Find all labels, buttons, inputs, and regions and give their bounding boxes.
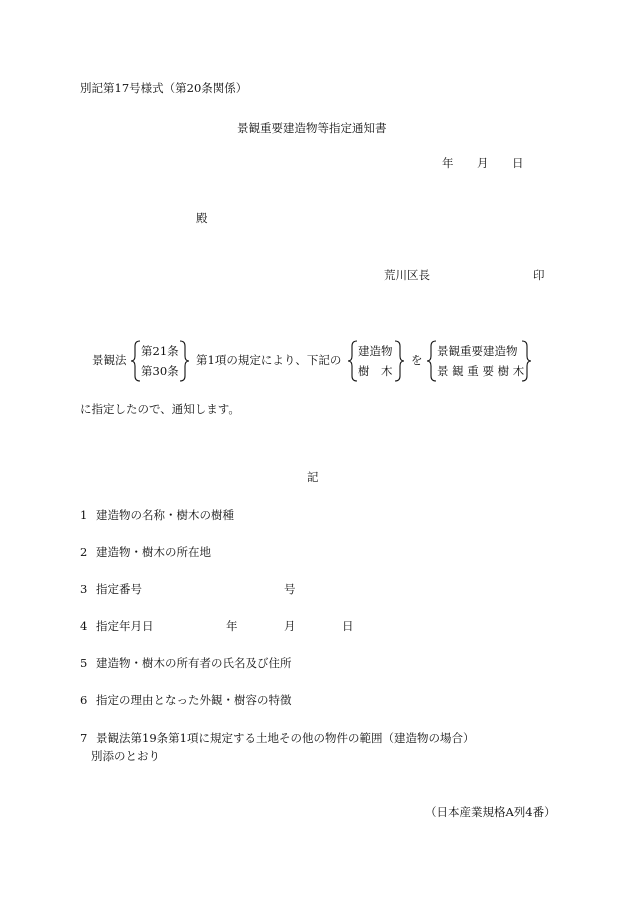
article-options: [141, 341, 179, 381]
item-text: 建造物・樹木の所有者の氏名及び住所: [96, 656, 292, 670]
date-month-label: 月: [477, 156, 489, 170]
addressee-honorific: 殿: [196, 211, 208, 225]
date-day-label: 日: [512, 156, 524, 170]
right-brace-icon: [393, 340, 405, 382]
designation-month-label: 月: [284, 619, 296, 633]
item-number: 7: [80, 731, 88, 745]
issuer-name: 荒川区長: [384, 268, 430, 282]
item-number: 2: [80, 545, 88, 559]
designation-options: [437, 341, 524, 381]
designation-option-building: 景観重要建造物: [437, 344, 518, 358]
item-text: 建造物・樹木の所在地: [96, 545, 211, 559]
item-text: 建造物の名称・樹木の樹種: [96, 508, 234, 522]
item-text: 指定番号: [96, 582, 142, 596]
designation-number-suffix: 号: [284, 582, 296, 596]
article-option-30: 第30条: [141, 364, 179, 378]
item-number: 6: [80, 693, 88, 707]
particle-wo: を: [411, 353, 423, 367]
object-options: [358, 341, 393, 381]
right-brace-icon: [178, 340, 190, 382]
right-brace-icon: [520, 340, 532, 382]
designation-option-tree: 景 観 重 要 樹 木: [437, 364, 525, 378]
item-text: 景観法第19条第1項に規定する土地その他の物件の範囲（建造物の場合）: [96, 731, 475, 745]
law-name: 景観法: [92, 353, 127, 367]
item-text: 指定年月日: [96, 619, 154, 633]
object-option-tree: 樹 木: [358, 364, 393, 378]
clause-text: 第1項の規定により、下記の: [196, 353, 342, 367]
designation-year-label: 年: [226, 619, 238, 633]
notice-continuation: に指定したので、通知します。: [80, 402, 240, 416]
form-number: 別記第17号様式（第20条関係）: [80, 81, 248, 95]
ki-heading: 記: [307, 470, 319, 484]
item-number: 5: [80, 656, 88, 670]
object-option-building: 建造物: [358, 344, 393, 358]
item-text: 指定の理由となった外観・樹容の特徴: [96, 693, 292, 707]
document-title: 景観重要建造物等指定通知書: [237, 121, 387, 135]
paper-size-note: （日本産業規格A列4番）: [425, 805, 556, 819]
item-subtext: 別添のとおり: [91, 749, 160, 763]
seal-mark: 印: [533, 268, 545, 282]
article-option-21: 第21条: [141, 344, 179, 358]
date-year-label: 年: [442, 156, 454, 170]
item-number: 1: [80, 508, 88, 522]
item-number: 4: [80, 619, 88, 633]
item-number: 3: [80, 582, 88, 596]
designation-day-label: 日: [342, 619, 354, 633]
